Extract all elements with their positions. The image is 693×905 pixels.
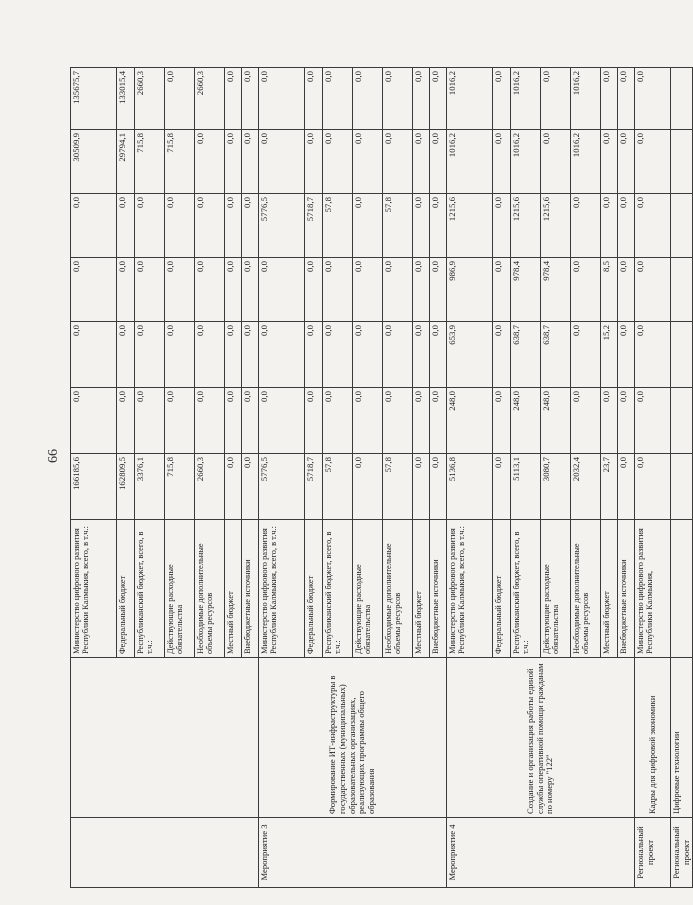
- funding-source: Необходимые дополнительные объемы ресурсов: [571, 520, 601, 658]
- value-cell: 0,0: [571, 388, 601, 454]
- funding-source: Федеральный бюджет: [305, 520, 323, 658]
- value-cell: 1215,6: [541, 194, 571, 258]
- value-cell: 0,0: [601, 388, 618, 454]
- value-cell: 0,0: [493, 388, 511, 454]
- value-cell: 0,0: [242, 68, 259, 130]
- value-cell: 0,0: [413, 68, 430, 130]
- value-cell: 0,0: [242, 130, 259, 194]
- value-cell: 0,0: [430, 454, 447, 520]
- value-cell: 653,9: [447, 322, 493, 388]
- value-cell: 0,0: [635, 322, 671, 388]
- value-cell: 3080,7: [541, 454, 571, 520]
- value-cell: 0,0: [165, 388, 195, 454]
- value-cell: [671, 258, 693, 322]
- funding-source: Федеральный бюджет: [493, 520, 511, 658]
- value-cell: 0,0: [430, 130, 447, 194]
- table-row: [671, 68, 693, 888]
- value-cell: 0,0: [165, 322, 195, 388]
- value-cell: 0,0: [117, 322, 135, 388]
- value-cell: 0,0: [71, 194, 117, 258]
- funding-source: Действующие расходные обязательства: [165, 520, 195, 658]
- value-cell: 0,0: [635, 130, 671, 194]
- funding-source: Внебюджетные источники: [430, 520, 447, 658]
- funding-source: Необходимые дополнительные объемы ресурсов: [195, 520, 225, 658]
- value-cell: 0,0: [305, 388, 323, 454]
- value-cell: 0,0: [493, 130, 511, 194]
- value-cell: [671, 454, 693, 520]
- value-cell: 1016,2: [511, 130, 541, 194]
- value-cell: 2660,3: [195, 454, 225, 520]
- value-cell: 0,0: [225, 194, 242, 258]
- value-cell: 29794,1: [117, 130, 135, 194]
- activity-label-cell: [71, 818, 259, 888]
- value-cell: 0,0: [571, 194, 601, 258]
- funding-source: Республиканский бюджет, всего, в т.ч.:: [323, 520, 353, 658]
- value-cell: 1016,2: [571, 130, 601, 194]
- value-cell: 57,8: [323, 194, 353, 258]
- value-cell: 0,0: [195, 258, 225, 322]
- value-cell: 0,0: [601, 194, 618, 258]
- activity-label-cell: Мероприятие 4: [447, 818, 635, 888]
- value-cell: 248,0: [511, 388, 541, 454]
- value-cell: 1016,2: [511, 68, 541, 130]
- value-cell: 0,0: [353, 194, 383, 258]
- value-cell: 15,2: [601, 322, 618, 388]
- value-cell: 0,0: [259, 322, 305, 388]
- value-cell: 0,0: [383, 130, 413, 194]
- value-cell: 0,0: [323, 258, 353, 322]
- value-cell: 2660,3: [195, 68, 225, 130]
- activity-name-cell: Цифровые технологии: [671, 658, 693, 818]
- value-cell: 0,0: [413, 130, 430, 194]
- funding-source: Министерство цифрового развития Республики Калмыкия,: [635, 520, 671, 658]
- value-cell: 0,0: [225, 322, 242, 388]
- value-cell: 1016,2: [447, 68, 493, 130]
- value-cell: 166185,6: [71, 454, 117, 520]
- funding-source: [671, 520, 693, 658]
- value-cell: 0,0: [635, 258, 671, 322]
- value-cell: 0,0: [135, 388, 165, 454]
- value-cell: 0,0: [305, 322, 323, 388]
- value-cell: 0,0: [195, 388, 225, 454]
- funding-source: Министерство цифрового развития Республики Калмыкия, всего, в т.ч.:: [447, 520, 493, 658]
- value-cell: 638,7: [541, 322, 571, 388]
- value-cell: [671, 322, 693, 388]
- value-cell: 0,0: [383, 388, 413, 454]
- value-cell: 8,5: [601, 258, 618, 322]
- value-cell: 0,0: [493, 454, 511, 520]
- value-cell: 1215,6: [511, 194, 541, 258]
- value-cell: 0,0: [323, 322, 353, 388]
- funding-source: Федеральный бюджет: [117, 520, 135, 658]
- funding-source: Республиканский бюджет, всего, в т.ч.:: [511, 520, 541, 658]
- funding-source: Действующие расходные обязательства: [353, 520, 383, 658]
- value-cell: 1016,2: [447, 130, 493, 194]
- value-cell: 0,0: [493, 322, 511, 388]
- value-cell: 0,0: [225, 258, 242, 322]
- value-cell: 0,0: [413, 194, 430, 258]
- value-cell: 0,0: [242, 258, 259, 322]
- funding-source: Необходимые дополнительные объемы ресурсов: [383, 520, 413, 658]
- value-cell: 715,8: [165, 130, 195, 194]
- value-cell: 0,0: [323, 68, 353, 130]
- value-cell: 0,0: [383, 258, 413, 322]
- value-cell: 0,0: [242, 388, 259, 454]
- value-cell: 0,0: [353, 454, 383, 520]
- value-cell: 0,0: [618, 130, 635, 194]
- value-cell: 0,0: [635, 454, 671, 520]
- value-cell: 0,0: [305, 130, 323, 194]
- value-cell: 0,0: [259, 68, 305, 130]
- table-row: [259, 68, 305, 888]
- value-cell: 1016,2: [571, 68, 601, 130]
- activity-label-cell: Региональный проект: [635, 818, 671, 888]
- value-cell: 57,8: [383, 454, 413, 520]
- value-cell: 0,0: [601, 68, 618, 130]
- value-cell: 0,0: [323, 388, 353, 454]
- value-cell: 0,0: [618, 322, 635, 388]
- value-cell: 0,0: [493, 194, 511, 258]
- value-cell: 0,0: [618, 68, 635, 130]
- table-row: [635, 68, 671, 888]
- value-cell: [671, 68, 693, 130]
- value-cell: 0,0: [225, 388, 242, 454]
- value-cell: [671, 130, 693, 194]
- value-cell: 0,0: [601, 130, 618, 194]
- value-cell: 0,0: [353, 388, 383, 454]
- value-cell: 5718,7: [305, 454, 323, 520]
- value-cell: 0,0: [259, 388, 305, 454]
- funding-source: Республиканский бюджет, всего, в т.ч.:: [135, 520, 165, 658]
- funding-source: Министерство цифрового развития Республики Калмыкия, всего, в т.ч.:: [71, 520, 117, 658]
- value-cell: 0,0: [259, 258, 305, 322]
- funding-source: Министерство цифрового развития Республики Калмыкия, всего, в т.ч.:: [259, 520, 305, 658]
- funding-source: Местный бюджет: [413, 520, 430, 658]
- value-cell: 0,0: [135, 258, 165, 322]
- value-cell: 0,0: [71, 322, 117, 388]
- value-cell: 57,8: [323, 454, 353, 520]
- value-cell: 1215,6: [447, 194, 493, 258]
- value-cell: 0,0: [413, 454, 430, 520]
- value-cell: 2660,3: [135, 68, 165, 130]
- value-cell: 2032,4: [571, 454, 601, 520]
- value-cell: 0,0: [493, 258, 511, 322]
- value-cell: 0,0: [635, 194, 671, 258]
- activity-label-cell: Региональный проект: [671, 818, 693, 888]
- value-cell: 0,0: [353, 68, 383, 130]
- value-cell: 0,0: [195, 194, 225, 258]
- value-cell: 0,0: [541, 130, 571, 194]
- value-cell: 5136,8: [447, 454, 493, 520]
- table-row: [447, 68, 493, 888]
- value-cell: 0,0: [242, 322, 259, 388]
- table-row: [71, 68, 117, 888]
- value-cell: 0,0: [571, 322, 601, 388]
- value-cell: 0,0: [117, 258, 135, 322]
- value-cell: 978,4: [511, 258, 541, 322]
- value-cell: 0,0: [165, 68, 195, 130]
- page-number: 66: [46, 449, 61, 463]
- value-cell: 133015,4: [117, 68, 135, 130]
- value-cell: 162809,5: [117, 454, 135, 520]
- value-cell: 0,0: [117, 194, 135, 258]
- funding-source: Местный бюджет: [225, 520, 242, 658]
- funding-source: Внебюджетные источники: [242, 520, 259, 658]
- value-cell: 0,0: [635, 68, 671, 130]
- value-cell: [671, 194, 693, 258]
- funding-source: Действующие расходные обязательства: [541, 520, 571, 658]
- value-cell: 0,0: [430, 68, 447, 130]
- value-cell: 0,0: [571, 258, 601, 322]
- value-cell: 0,0: [430, 322, 447, 388]
- value-cell: 0,0: [117, 388, 135, 454]
- value-cell: 248,0: [541, 388, 571, 454]
- value-cell: 23,7: [601, 454, 618, 520]
- value-cell: 57,8: [383, 194, 413, 258]
- value-cell: 0,0: [353, 130, 383, 194]
- value-cell: 0,0: [323, 130, 353, 194]
- value-cell: 0,0: [195, 322, 225, 388]
- value-cell: 0,0: [413, 258, 430, 322]
- value-cell: 0,0: [541, 68, 571, 130]
- value-cell: 715,8: [135, 130, 165, 194]
- value-cell: 3376,1: [135, 454, 165, 520]
- value-cell: 978,4: [541, 258, 571, 322]
- value-cell: 0,0: [413, 388, 430, 454]
- value-cell: 0,0: [635, 388, 671, 454]
- value-cell: 0,0: [242, 194, 259, 258]
- activity-name-cell: [71, 658, 259, 818]
- value-cell: 0,0: [430, 194, 447, 258]
- value-cell: [671, 388, 693, 454]
- value-cell: 0,0: [305, 258, 323, 322]
- value-cell: 0,0: [618, 454, 635, 520]
- funding-source: Местный бюджет: [601, 520, 618, 658]
- value-cell: 986,9: [447, 258, 493, 322]
- activity-name-cell: Формирование ИТ-инфраструктуры в государственных (муниципальных) образовательных организациях, реализующих программы общего образования: [259, 658, 447, 818]
- value-cell: 0,0: [71, 258, 117, 322]
- value-cell: 0,0: [135, 194, 165, 258]
- activity-name-cell: Создание и организация работы единой службы оперативной помощи гражданам по номеру "122": [447, 658, 635, 818]
- value-cell: 5718,7: [305, 194, 323, 258]
- activity-label-cell: Мероприятие 3: [259, 818, 447, 888]
- value-cell: 135675,7: [71, 68, 117, 130]
- value-cell: 715,8: [165, 454, 195, 520]
- value-cell: 0,0: [165, 194, 195, 258]
- value-cell: 248,0: [447, 388, 493, 454]
- value-cell: 0,0: [493, 68, 511, 130]
- value-cell: 0,0: [413, 322, 430, 388]
- value-cell: 0,0: [242, 454, 259, 520]
- value-cell: 0,0: [225, 454, 242, 520]
- value-cell: 0,0: [225, 68, 242, 130]
- value-cell: 5776,5: [259, 194, 305, 258]
- value-cell: 5776,5: [259, 454, 305, 520]
- value-cell: 0,0: [165, 258, 195, 322]
- value-cell: 0,0: [353, 322, 383, 388]
- value-cell: 0,0: [135, 322, 165, 388]
- value-cell: 0,0: [71, 388, 117, 454]
- value-cell: 0,0: [383, 68, 413, 130]
- value-cell: 0,0: [225, 130, 242, 194]
- value-cell: 5113,1: [511, 454, 541, 520]
- value-cell: 0,0: [305, 68, 323, 130]
- value-cell: 0,0: [195, 130, 225, 194]
- value-cell: 0,0: [618, 258, 635, 322]
- value-cell: 0,0: [353, 258, 383, 322]
- value-cell: 0,0: [618, 194, 635, 258]
- value-cell: 30509,9: [71, 130, 117, 194]
- value-cell: 638,7: [511, 322, 541, 388]
- funding-source: Внебюджетные источники: [618, 520, 635, 658]
- value-cell: 0,0: [618, 388, 635, 454]
- value-cell: 0,0: [383, 322, 413, 388]
- budget-table-rotated: [70, 68, 691, 888]
- activity-name-cell: Кадры для цифровой экономики: [635, 658, 671, 818]
- budget-table: [70, 67, 693, 888]
- value-cell: 0,0: [430, 388, 447, 454]
- value-cell: 0,0: [259, 130, 305, 194]
- value-cell: 0,0: [430, 258, 447, 322]
